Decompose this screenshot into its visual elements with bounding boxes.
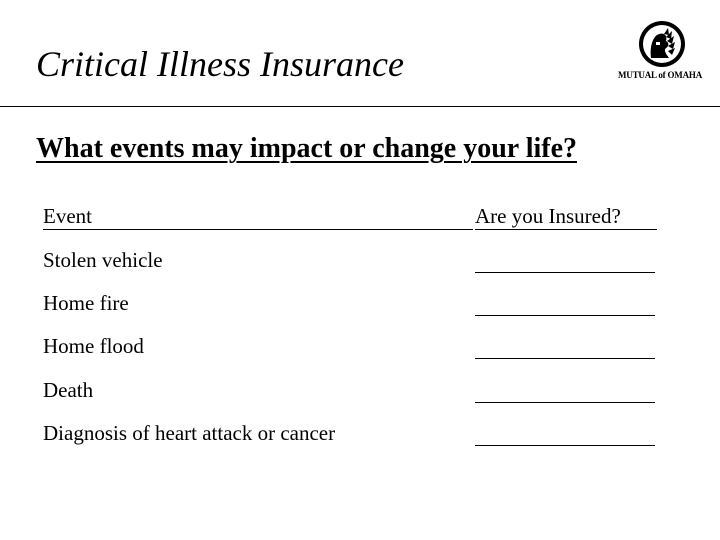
event-label: Stolen vehicle <box>43 248 163 272</box>
table-row <box>43 335 657 363</box>
table-row <box>43 422 657 450</box>
question-heading: What events may impact or change your life? <box>36 133 578 164</box>
company-logo <box>618 20 702 86</box>
event-column-header: Event <box>43 205 473 230</box>
event-label: Home flood <box>43 334 144 358</box>
table-row <box>43 379 657 407</box>
insured-blank-line <box>475 422 655 446</box>
event-label: Death <box>43 378 94 402</box>
header-divider <box>0 106 720 107</box>
table-row <box>43 292 657 320</box>
indian-head-logo-icon <box>638 20 686 68</box>
slide-title: Critical Illness Insurance <box>36 44 404 84</box>
insured-blank-line <box>475 379 655 403</box>
event-label: Diagnosis of heart attack or cancer <box>43 421 336 445</box>
insured-column-header: Are you Insured? <box>475 205 657 230</box>
insured-blank-line <box>475 335 655 359</box>
event-label: Home fire <box>43 291 129 315</box>
insured-blank-line <box>475 292 655 316</box>
logo-wordmark: MUTUAL of OMAHA <box>618 70 702 80</box>
insured-blank-line <box>475 249 655 273</box>
table-row <box>43 249 657 277</box>
